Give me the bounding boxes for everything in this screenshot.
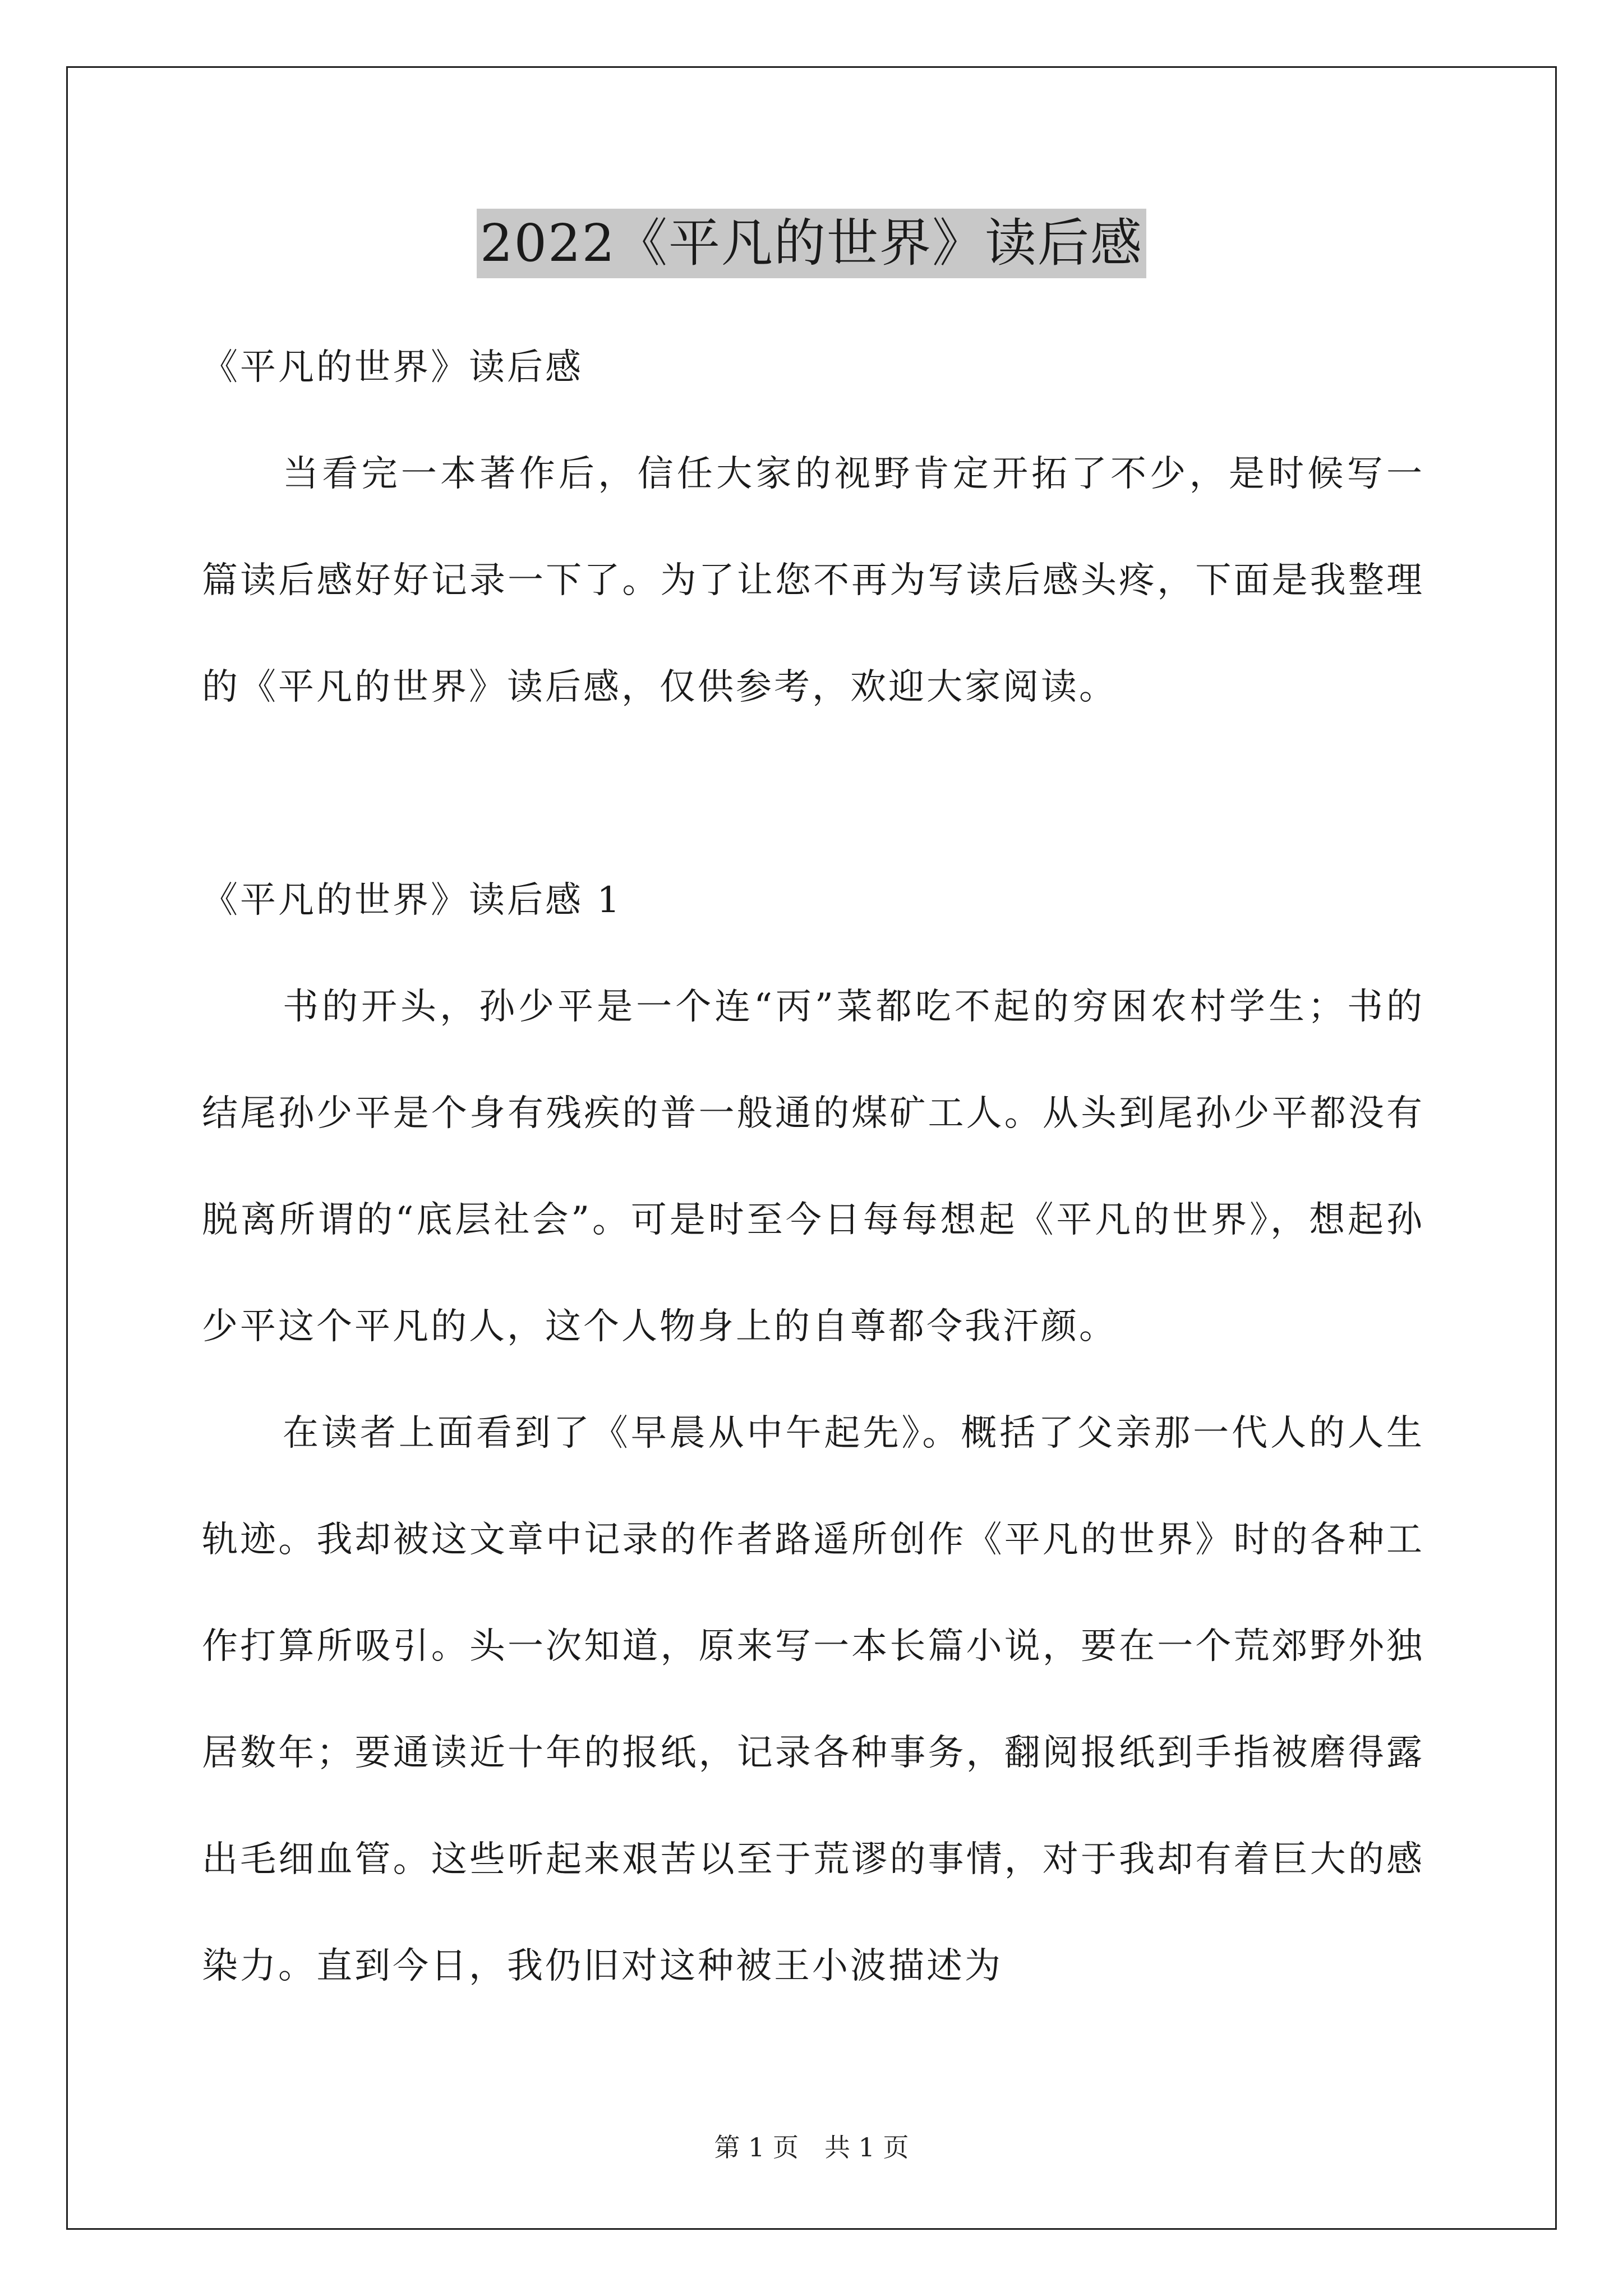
document-body (202, 314, 1424, 2019)
intro-paragraph: 当看完一本著作后，信任大家的视野肯定开拓了不少，是时候写一篇读后感好好记录一下了。为了让您不再为写读后感头疼，下面是我整理的《平凡的世界》读后感，仅供参考，欢迎大家阅读。 (202, 453, 1424, 708)
section-heading: 《平凡的世界》读后感 1 (202, 880, 623, 921)
spacer (202, 740, 1424, 847)
document-title: 2022《平凡的世界》读后感 (477, 209, 1146, 278)
subtitle: 《平凡的世界》读后感 (202, 347, 583, 388)
body-paragraph: 书的开头，孙少平是一个连“丙”菜都吃不起的穷困农村学生；书的结尾孙少平是个身有残疾的普一般通的煤矿工人。从头到尾孙少平都没有脱离所谓的“底层社会”。可是时至今日每每想起《平凡的世界》，想起孙少平这个平凡的人，这个人物身上的自尊都令我汗颜。 (202, 986, 1424, 1347)
page-footer: 第 1 页 共 1 页 (714, 2132, 909, 2162)
body-paragraph: 在读者上面看到了《早晨从中午起先》。概括了父亲那一代人的人生轨迹。我却被这文章中记录的作者路遥所创作《平凡的世界》时的各种工作打算所吸引。头一次知道，原来写一本长篇小说，要在一个荒郊野外独居数年；要通读近十年的报纸，记录各种事务，翻阅报纸到手指被磨得露出毛细血管。这些听起来艰苦以至于荒谬的事情，对于我却有着巨大的感染力。直到今日，我仍旧对这种被王小波描述为 (202, 1412, 1424, 1987)
document-title-wrap (0, 209, 1623, 278)
